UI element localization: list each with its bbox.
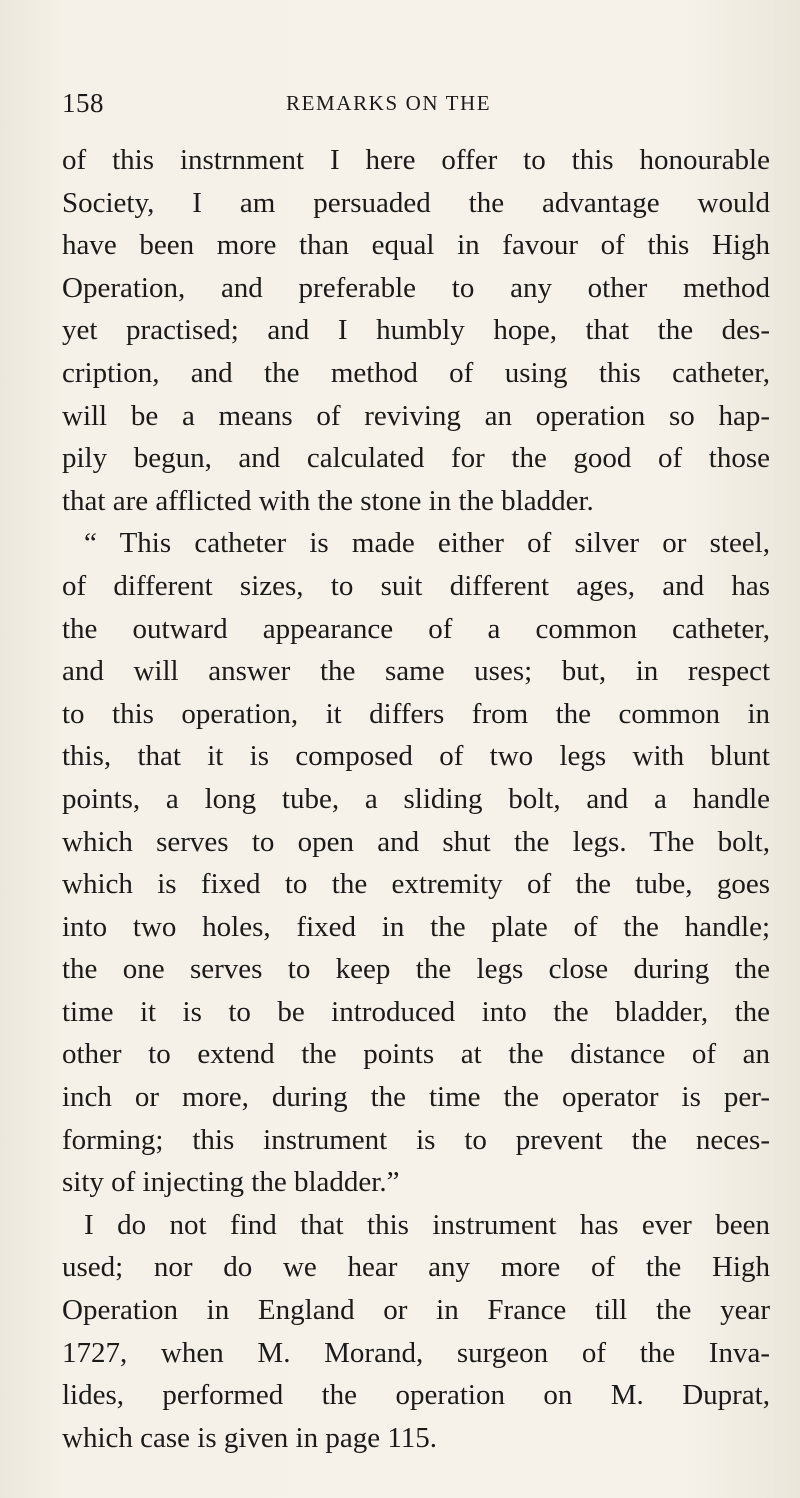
text-line: of different sizes, to suit different ages, and has [62,569,770,602]
text-line: have been more than equal in favour of this High [62,229,770,262]
text-line: other to extend the points at the distance of an [62,1038,770,1071]
text-line: which case is given in page 115. [62,1421,438,1454]
text-line: which is fixed to the extremity of the tube, goes [62,868,770,901]
text-line: the outward appearance of a common catheter, [62,612,770,645]
text-line: Operation, and preferable to any other method [62,271,770,304]
text-line: yet practised; and I humbly hope, that the des- [62,314,770,347]
text-line: which serves to open and shut the legs. The bolt, [62,825,770,858]
text-line: Operation in England or in France till the year [62,1294,770,1327]
page-number: 158 [62,88,104,118]
text-line: sity of injecting the bladder.” [62,1166,400,1199]
text-line: “ This catheter is made either of silver or steel, [84,527,770,560]
text-line: the one serves to keep the legs close during the [62,953,770,986]
text-line: used; nor do we hear any more of the High [62,1251,770,1284]
text-line: lides, performed the operation on M. Duprat, [62,1379,770,1412]
running-head: REMARKS ON THE [286,91,492,115]
text-line: and will answer the same uses; but, in respect [62,655,770,688]
text-line: Society, I am persuaded the advantage would [62,186,770,219]
text-line: this, that it is composed of two legs with blunt [62,740,770,773]
text-line: time it is to be introduced into the bladder, the [62,995,770,1028]
text-line: 1727, when M. Morand, surgeon of the Inva- [62,1336,770,1369]
text-line: inch or more, during the time the operator is per- [62,1081,770,1114]
body-text [62,139,770,1459]
text-line: that are afflicted with the stone in the bladder. [62,484,594,517]
text-line: to this operation, it differs from the common in [62,697,770,730]
text-line: forming; this instrument is to prevent the neces- [62,1123,770,1156]
text-line: of this instrnment I here offer to this honourable [62,144,770,176]
text-line: points, a long tube, a sliding bolt, and a handle [62,782,770,815]
text-line: cription, and the method of using this catheter, [62,356,770,389]
page-header [62,88,762,128]
text-line: into two holes, fixed in the plate of the handle; [62,910,770,943]
text-line: pily begun, and calculated for the good of those [62,442,770,475]
text-line: I do not find that this instrument has ever been [84,1208,770,1241]
text-line: will be a means of reviving an operation so hap- [62,399,770,432]
